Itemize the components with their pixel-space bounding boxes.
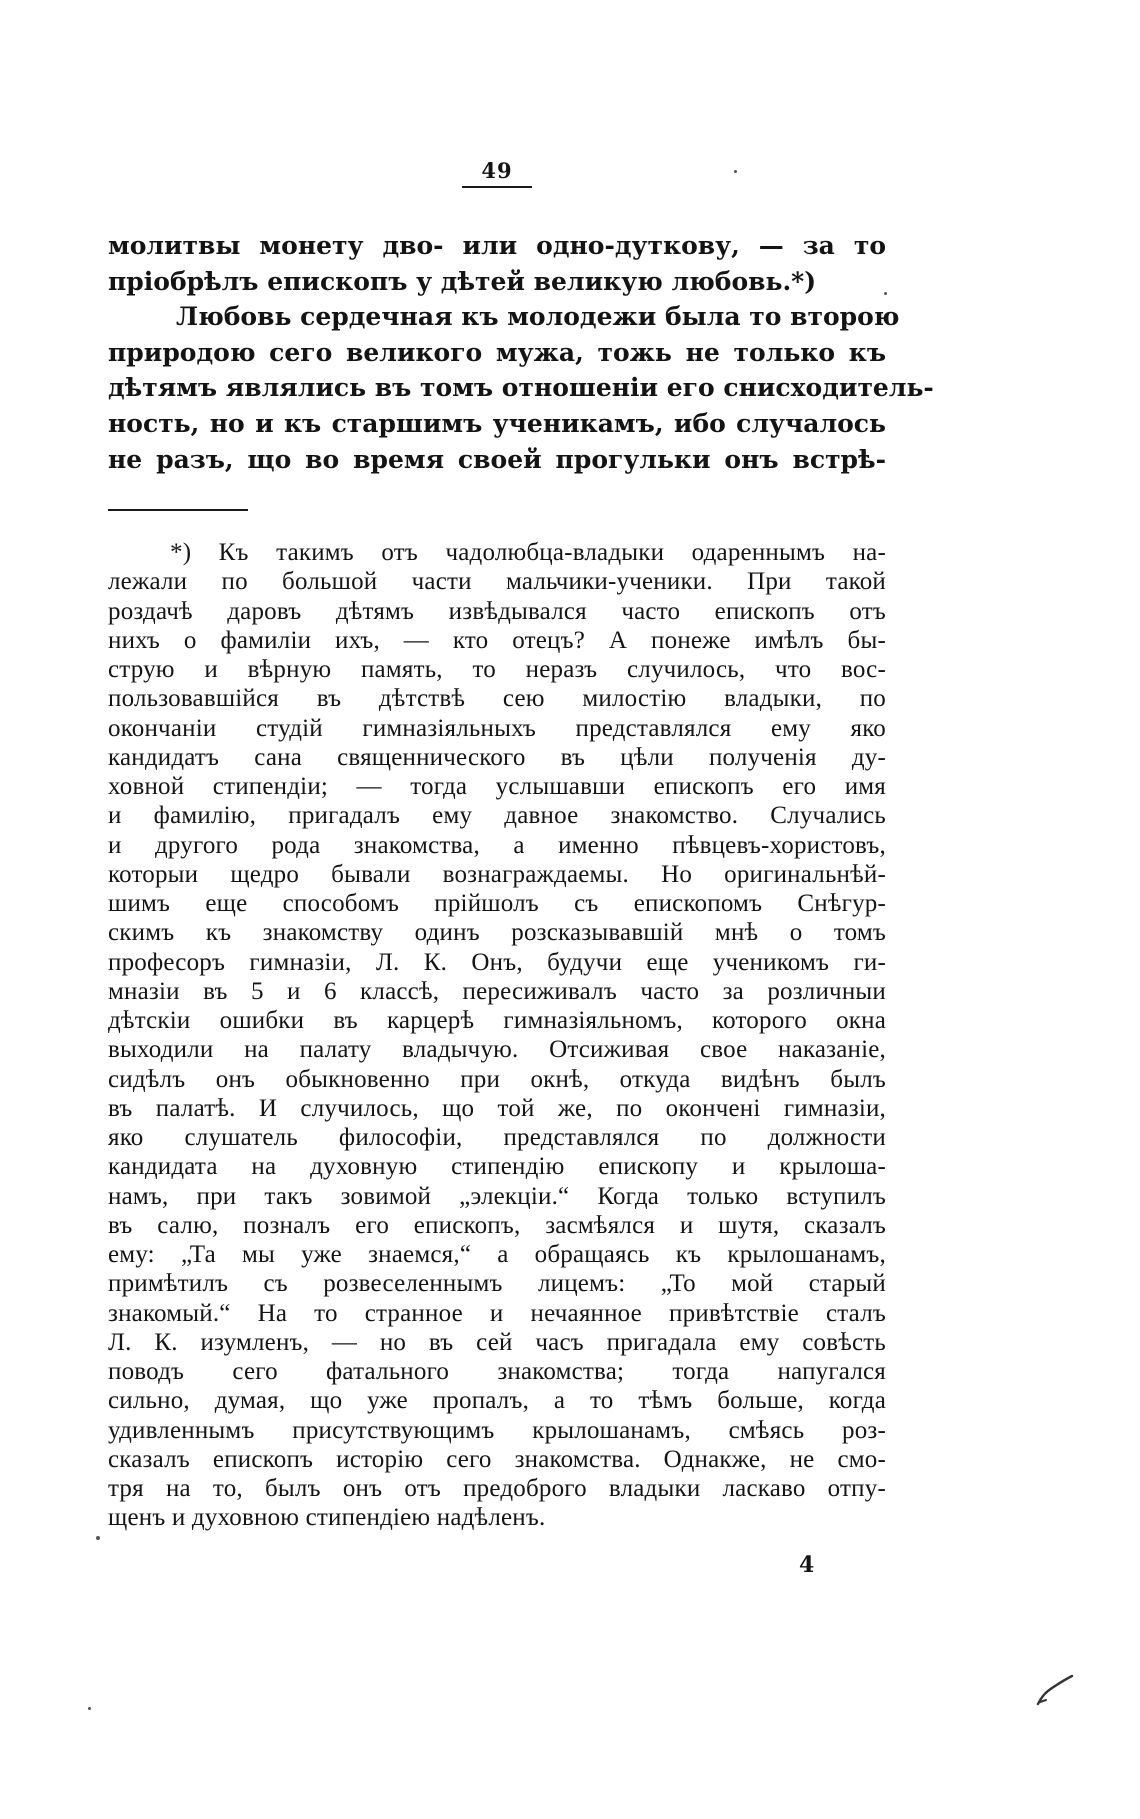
footnote-line: дѣтскіи ошибки въ карцерѣ гимназіяльномъ, которого окна	[108, 1007, 886, 1034]
footnote-separator	[108, 509, 248, 511]
main-text-line: Любовь сердечная къ молодежи была то второю	[176, 302, 900, 332]
footnote-line: сильно, думая, що уже пропалъ, а то тѣмъ больше, когда	[108, 1387, 886, 1415]
footnote-line: примѣтилъ съ розвеселеннымъ лицемъ: „То мой старый	[108, 1270, 886, 1298]
footnote-line: поводъ сего фатального знакомства; тогда напугался	[108, 1358, 886, 1385]
footnote-line: знакомый.“ На то странное и нечаянное привѣтствіе сталъ	[108, 1299, 886, 1327]
footnote-line: щенъ и духовною стипендіею надѣленъ.	[108, 1504, 546, 1532]
footnote-line: мназіи въ 5 и 6 классѣ, пересиживалъ часто за розличныи	[108, 977, 886, 1005]
footnote-line: въ палатѣ. И случилось, що той же, по окончені гимназіи,	[108, 1094, 886, 1122]
footnote-line: сказалъ епископъ исторію сего знакомства. Однакже, не смо-	[108, 1445, 886, 1473]
main-text-line: ность, но и къ старшимъ ученикамъ, ибо случалось	[108, 408, 886, 438]
footnote-line: ховной стипендіи; — тогда услышавши епископъ его имя	[108, 773, 886, 800]
footnote-line: и фамилію, пригадалъ ему давное знакомство. Случались	[108, 802, 886, 830]
main-text-line: молитвы монету дво- или одно-дуткову, — за то	[108, 231, 886, 260]
footnote-line: нихъ о фамиліи ихъ, — кто отецъ? А понеже имѣлъ бы-	[108, 626, 886, 654]
footnote-line: яко слушатель философіи, представлялся по должности	[108, 1124, 886, 1151]
footnote-line: професоръ гимназіи, Л. К. Онъ, будучи еще ученикомъ ги-	[108, 948, 886, 976]
footnote-line: удивленнымъ присутствующимъ крылошанамъ, смѣясь роз-	[108, 1416, 886, 1444]
pen-stroke-mark	[1036, 1672, 1076, 1708]
signature-mark: 4	[799, 1552, 815, 1578]
main-text-line: пріобрѣлъ епископъ у дѣтей великую любовь.*)	[108, 266, 817, 296]
footnote-line: роздачѣ даровъ дѣтямъ извѣдывался часто епископъ отъ	[108, 597, 886, 625]
footnote-line: лежали по большой части мальчики-ученики. При такой	[108, 568, 886, 596]
page-number: 49	[481, 158, 513, 183]
footnote-line: струю и вѣрную память, то неразъ случилось, что вос-	[108, 656, 886, 683]
footnote-line: и другого рода знакомства, а именно пѣвцевъ-хористовъ,	[108, 831, 886, 859]
scan-speck	[96, 1536, 100, 1540]
scan-speck	[884, 292, 887, 295]
footnote-line: ему: „Та мы уже знаемся,“ а обращаясь къ крылошанамъ,	[108, 1241, 886, 1268]
footnote-line: намъ, при такъ зовимой „элекціи.“ Когда только вступилъ	[108, 1182, 886, 1210]
scan-speck	[88, 1707, 91, 1710]
main-text-line: дѣтямъ являлись въ томъ отношеніи его снисходитель-	[108, 373, 934, 403]
main-text-line: не разъ, що во время своей прогульки онъ встрѣ-	[108, 444, 886, 474]
footnote-line: которыи щедро бывали вознаграждаемы. Но оригинальнѣй-	[108, 860, 886, 888]
footnote-line: кандидата на духовную стипендію епископу и крылоша-	[108, 1153, 886, 1181]
footnote-line: скимъ къ знакомству одинъ розсказывавшій мнѣ о томъ	[108, 919, 886, 947]
footnote-line: въ салю, позналъ его епископъ, засмѣялся и шутя, сказалъ	[108, 1211, 886, 1239]
footnote	[108, 538, 886, 1533]
footnote-line: окончаніи студій гимназіяльныхъ представлялся ему яко	[108, 714, 886, 742]
scan-speck	[734, 170, 737, 173]
footnote-line: *) Къ такимъ отъ чадолюбца-владыки одареннымъ на-	[170, 539, 886, 566]
footnote-line: кандидатъ сана священнического въ цѣли полученія ду-	[108, 743, 886, 771]
footnote-line: шимъ еще способомъ прійшолъ съ епископомъ Снѣгур-	[108, 890, 886, 917]
footnote-line: Л. К. изумленъ, — но въ сей часъ пригадала ему совѣсть	[108, 1328, 886, 1356]
page-number-underline	[462, 186, 532, 188]
main-text-line: природою сего великого мужа, тожь не только къ	[108, 337, 886, 367]
footnote-line: тря на то, былъ онъ отъ предоброго владыки ласкаво отпу-	[108, 1475, 886, 1502]
footnote-line: пользовавшійся въ дѣтствѣ сею милостію владыки, по	[108, 685, 886, 713]
footnote-line: выходили на палату владычую. Отсиживая свое наказаніе,	[108, 1036, 886, 1064]
main-text	[108, 228, 934, 477]
footnote-line: сидѣлъ онъ обыкновенно при окнѣ, откуда видѣнъ былъ	[108, 1065, 886, 1093]
